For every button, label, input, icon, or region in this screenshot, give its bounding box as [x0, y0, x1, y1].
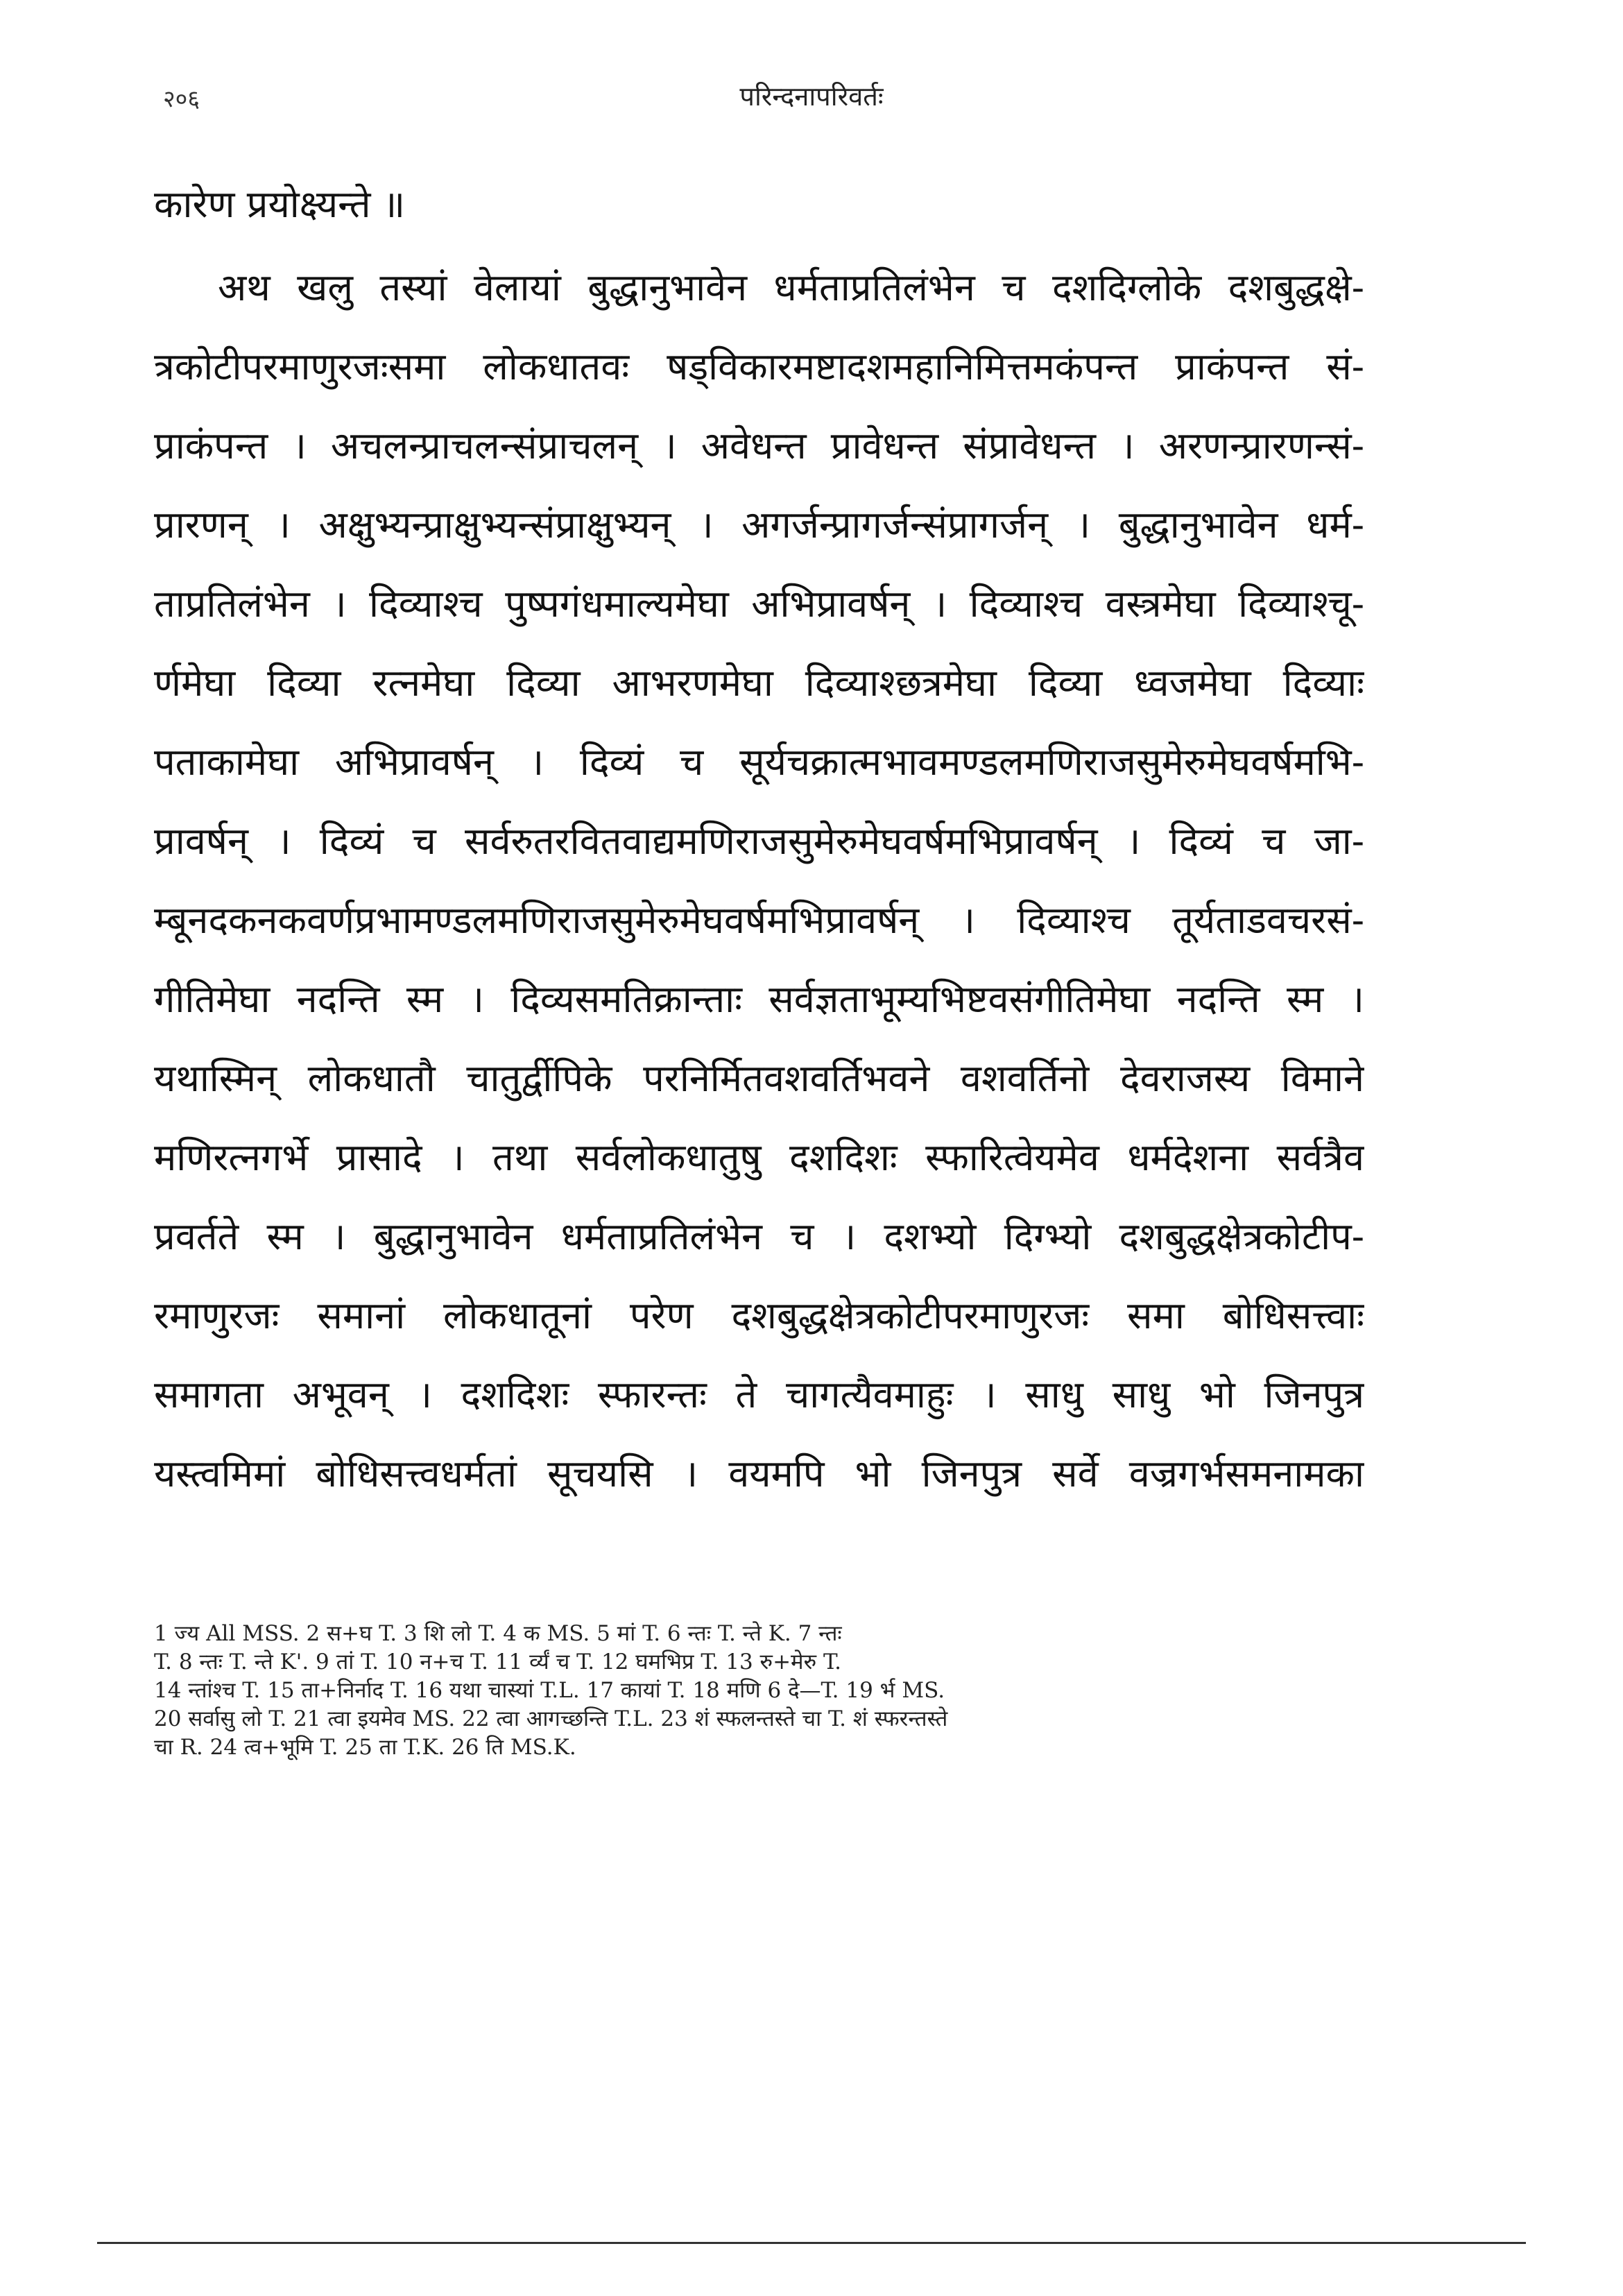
main-text	[154, 165, 1364, 1514]
text-line: अथ खलु तस्यां वेलायां बुद्धानुभावेन धर्मताप्रतिलंभेन च दशदिग्लोके दशबुद्धक्षे-	[218, 266, 1364, 309]
text-line: त्रकोटीपरमाणुरजःसमा लोकधातवः षड्विकारमष्टादशमहानिमित्तमकंपन्त प्राकंपन्त सं-	[154, 345, 1364, 388]
text-line: कारेण प्रयोक्ष्यन्ते ॥	[154, 182, 406, 226]
text-line: गीतिमेघा नदन्ति स्म । दिव्यसमतिक्रान्ताः सर्वज्ञताभूम्यभिष्टवसंगीतिमेघा नदन्ति स्म ।	[154, 977, 1364, 1021]
text-line: यथास्मिन् लोकधातौ चातुर्द्वीपिके परनिर्मितवशवर्तिभवने वशवर्तिनो देवराजस्य विमाने	[154, 1056, 1364, 1100]
text-line: प्रवर्तते स्म । बुद्धानुभावेन धर्मताप्रतिलंभेन च । दशभ्यो दिग्भ्यो दशबुद्धक्षेत्रकोटीप-	[154, 1215, 1364, 1258]
page-number: २०६	[163, 85, 200, 113]
text-line: र्णमेघा दिव्या रत्नमेघा दिव्या आभरणमेघा दिव्याश्छत्रमेघा दिव्या ध्वजमेघा दिव्याः	[154, 661, 1364, 705]
text-line: रमाणुरजः समानां लोकधातूनां परेण दशबुद्धक्षेत्रकोटीपरमाणुरजः समा बोधिसत्त्वाः	[154, 1294, 1364, 1337]
footnote-line: 14 न्तांश्च T. 15 ता+निर्नाद T. 16 यथा चास्यां T.L. 17 कायां T. 18 मणि 6 दे—T. 19 र्भ MS.	[154, 1678, 945, 1703]
footnote-line: T. 8 न्तः T. न्ते K'. 9 तां T. 10 न+च T. 11 र्व्यं च T. 12 घमभिप्र T. 13 रु+मेरु T.	[154, 1650, 841, 1674]
text-line: ताप्रतिलंभेन । दिव्याश्च पुष्पगंधमाल्यमेघा अभिप्रावर्षन् । दिव्याश्च वस्त्रमेघा दिव्याश्चू-	[154, 582, 1364, 626]
footnote-line: 20 सर्वासु लो T. 21 त्वा इयमेव MS. 22 त्वा आगच्छन्ति T.L. 23 शं स्फलन्तस्ते चा T. शं स्फरन्तस्ते	[154, 1706, 948, 1731]
running-title: परिन्दनापरिवर्तः	[739, 81, 884, 112]
footnote-line: चा R. 24 त्व+भूमि T. 25 ता T.K. 26 ति MS.K.	[154, 1735, 576, 1760]
text-line: प्राकंपन्त । अचलन्प्राचलन्संप्राचलन् । अवेधन्त प्रावेधन्त संप्रावेधन्त । अरणन्प्रारणन्सं-	[154, 424, 1364, 468]
text-line: म्बूनदकनकवर्णप्रभामण्डलमणिराजसुमेरुमेघवर्षमभिप्रावर्षन् । दिव्याश्च तूर्यताडवचरसं-	[154, 898, 1364, 942]
text-line: पताकामेघा अभिप्रावर्षन् । दिव्यं च सूर्यचक्रात्मभावमण्डलमणिराजसुमेरुमेघवर्षमभि-	[154, 740, 1364, 784]
footnote-line: 1 ज्य All MSS. 2 स+घ T. 3 शि लो T. 4 क MS. 5 मां T. 6 न्तः T. न्ते K. 7 न्तः	[154, 1621, 842, 1646]
footnotes	[154, 1620, 1364, 1762]
text-line: प्रावर्षन् । दिव्यं च सर्वरुतरवितवाद्यमणिराजसुमेरुमेघवर्षमभिप्रावर्षन् । दिव्यं च जा-	[154, 819, 1364, 863]
text-line: प्रारणन् । अक्षुभ्यन्प्राक्षुभ्यन्संप्राक्षुभ्यन् । अगर्जन्प्रागर्जन्संप्रागर्जन् । बुद्धानुभावेन धर्म-	[154, 503, 1364, 547]
text-line: मणिरत्नगर्भे प्रासादे । तथा सर्वलोकधातुषु दशदिशः स्फारित्वेयमेव धर्मदेशना सर्वत्रैव	[154, 1136, 1364, 1179]
bottom-rule	[97, 2242, 1526, 2244]
text-line: यस्त्वमिमां बोधिसत्त्वधर्मतां सूचयसि । वयमपि भो जिनपुत्र सर्वे वज्रगर्भसमनामका	[154, 1452, 1364, 1496]
text-line: समागता अभूवन् । दशदिशः स्फारन्तः ते चागत्यैवमाहुः । साधु साधु भो जिनपुत्र	[154, 1373, 1364, 1416]
